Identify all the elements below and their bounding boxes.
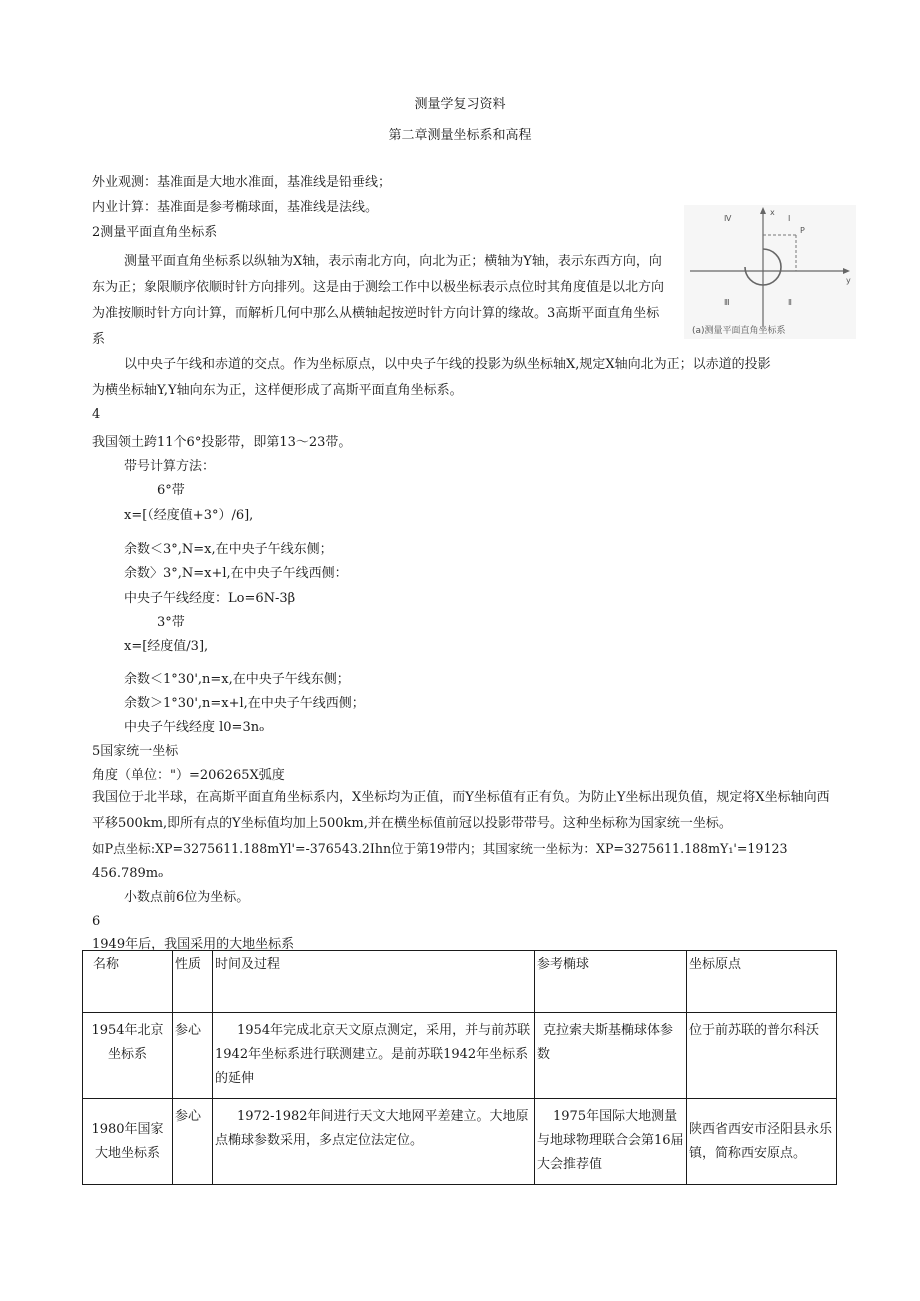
paragraph-plane-coords: 测量平面直角坐标系以纵轴为X轴，表示南北方向，向北为正；横轴为Y轴，表示东西方向，向东为正；象限顺序依顺时针方向排列。这是由于测绘工作中以极坐标表示点位时其角度值是以北方向为准按顺时针方向计算，而解析几何中那么从横轴起按逆时针方向计算的缘故。3高斯平面直角坐标系	[92, 254, 665, 347]
text-line: 3°带	[157, 615, 185, 630]
axis-label-y: y	[846, 276, 851, 285]
header-cell: 参考椭球	[535, 951, 687, 1013]
table-row	[83, 1013, 837, 1099]
text-line: 余数＞1°30',n=x+l,在中央子午线西侧；	[124, 696, 365, 711]
geodetic-systems-table	[82, 950, 837, 1185]
table-cell: 1980年国家大地坐标系	[83, 1099, 173, 1185]
quadrant-label-i: Ⅰ	[788, 214, 791, 223]
table-cell: 参心	[173, 1099, 213, 1185]
x-axis-arrow	[760, 207, 766, 214]
text-line: 余数〉3°,N=x+l,在中央子午线西侧：	[124, 566, 348, 581]
doc-title: 测量学复习资料	[414, 97, 506, 112]
y-axis-arrow	[843, 268, 850, 274]
quadrant-label-iii: Ⅲ	[724, 298, 730, 307]
text-line: 外业观测：基准面是大地水准面，基准线是铅垂线；	[92, 175, 392, 190]
figure-caption: (a)测量平面直角坐标系	[692, 326, 786, 336]
text-line: 余数＜3°,N=x,在中央子午线东侧；	[124, 542, 333, 557]
table-cell: 1954年北京坐标系	[83, 1013, 173, 1099]
table-cell: 1972-1982年间进行天文大地网平差建立。大地原点椭球参数采用，多点定位法定位。	[213, 1099, 535, 1185]
text-line: 内业计算：基准面是参考椭球面，基准线是法线。	[92, 200, 379, 215]
example-line: 456.789mₒ	[92, 866, 164, 881]
formula-line: 角度（单位："）=206265X弧度	[92, 768, 285, 783]
text-line: 我国领土跨11个6°投影带，即第13～23带。	[92, 435, 352, 450]
header-cell: 坐标原点	[687, 951, 837, 1013]
table-caption: 1949年后，我国采用的大地坐标系	[92, 937, 295, 952]
point-label-p: P	[800, 226, 805, 235]
coordinate-figure	[684, 205, 856, 339]
header-cell: 时间及过程	[213, 951, 535, 1013]
header-cell: 性质	[173, 951, 213, 1013]
section-number: 6	[92, 914, 101, 929]
text-line: 小数点前6位为坐标。	[124, 890, 250, 905]
formula-line: x=[经度值/3],	[124, 639, 209, 654]
table-cell: 克拉索夫斯基椭球体参数	[535, 1013, 687, 1099]
table-header-row	[83, 951, 837, 1013]
header-cell: 名称	[83, 951, 173, 1013]
formula-line: 中央子午线经度 l0=3nₒ	[124, 720, 265, 735]
quadrant-label-iv: Ⅳ	[724, 214, 732, 223]
section-number: 4	[92, 407, 101, 422]
table-cell: 1954年完成北京天文原点测定，采用，并与前苏联1942年坐标系进行联测建立。是前苏联1942年坐标系的延伸	[213, 1013, 535, 1099]
example-line: 如P点坐标:XP=3275611.188mYl'=-376543.2Ihn位于第19带内；其国家统一坐标为：XP=3275611.188mY₁'=19123	[92, 841, 788, 856]
axis-label-x: x	[770, 208, 775, 217]
table-cell: 陕西省西安市泾阳县永乐镇，简称西安原点。	[687, 1099, 837, 1185]
paragraph-national-coords: 我国位于北半球，在高斯平面直角坐标系内，X坐标均为正值，而Y坐标值有正有负。为防止Y坐标出现负值，规定将X坐标轴向西平移500km,即所有点的Y坐标值均加上500km,并在横坐标值前冠以投影带带号。这种坐标称为国家统一坐标。	[92, 790, 830, 831]
chapter-title: 第二章测量坐标系和高程	[388, 128, 532, 143]
table-cell: 1975年国际大地测量与地球物理联合会第16届大会推荐值	[535, 1099, 687, 1185]
formula-line: x=[（经度值+3°）/6],	[124, 508, 254, 523]
formula-line: 中央子午线经度：Lo=6N-3β	[124, 591, 296, 606]
section-heading: 5国家统一坐标	[92, 744, 179, 759]
text-line: 余数＜1°30',n=x,在中央子午线东侧；	[124, 672, 350, 687]
table-cell: 参心	[173, 1013, 213, 1099]
paragraph-gauss-coords: 以中央子午线和赤道的交点。作为坐标原点，以中央子午线的投影为纵坐标轴X,规定X轴向北为正；以赤道的投影为横坐标轴Y,Y轴向东为正，这样便形成了高斯平面直角坐标系。	[92, 357, 771, 398]
table-row	[83, 1099, 837, 1185]
text-line: 带号计算方法：	[124, 459, 216, 474]
section-heading: 2测量平面直角坐标系	[92, 225, 218, 240]
quadrant-label-ii: Ⅱ	[788, 298, 792, 307]
coordinate-diagram	[684, 205, 856, 339]
text-line: 6°带	[157, 483, 185, 498]
table-cell: 位于前苏联的普尔科沃	[687, 1013, 837, 1099]
